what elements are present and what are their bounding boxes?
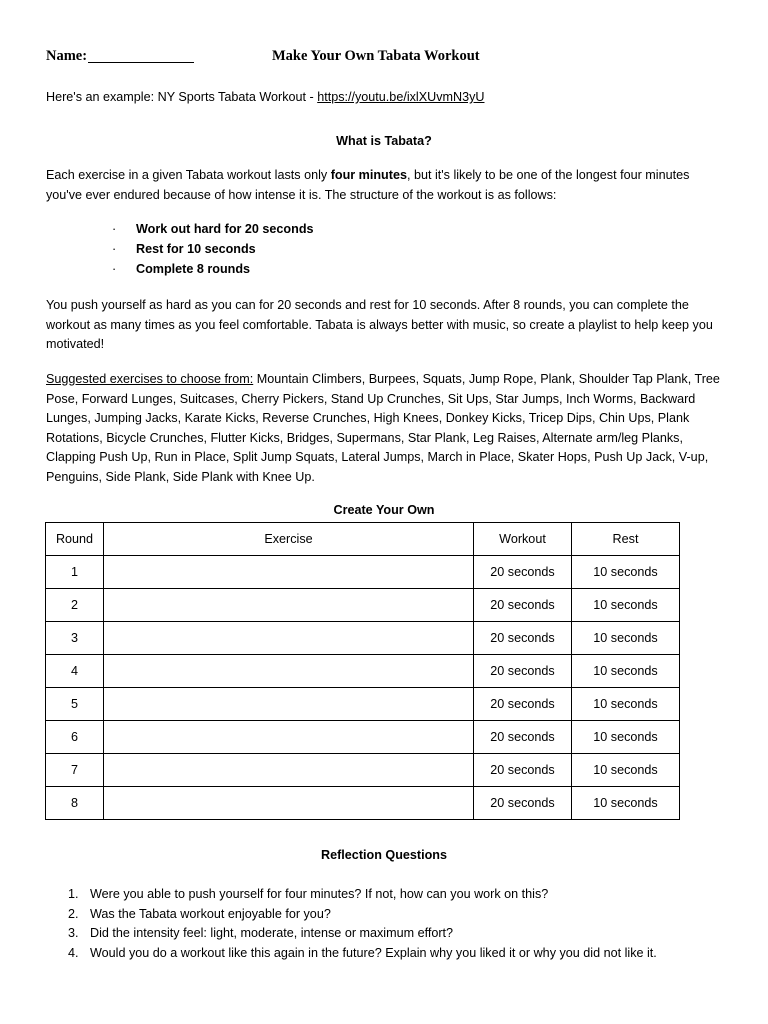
list-item [46, 885, 657, 905]
list-item [46, 924, 657, 944]
round-cell: 1 [46, 556, 104, 589]
question-number: 4. [68, 945, 79, 960]
exercise-cell[interactable] [104, 622, 474, 655]
reflection-questions-list [46, 885, 657, 963]
explanation-paragraph: You push yourself as hard as you can for 20 seconds and rest for 10 seconds. After 8 rounds, you can complete the workout as many times as you feel comfortable. Tabata is always better with music, so create a playlist to help keep you motivated! [46, 298, 713, 351]
table-row [46, 688, 680, 721]
rest-cell: 10 seconds [572, 622, 680, 655]
table-title: Create Your Own [333, 503, 435, 517]
structure-list [112, 219, 314, 279]
workout-cell: 20 seconds [474, 556, 572, 589]
header [46, 46, 726, 68]
column-header-workout: Workout [474, 523, 572, 556]
workout-cell: 20 seconds [474, 754, 572, 787]
table-row [46, 655, 680, 688]
column-header-exercise: Exercise [104, 523, 474, 556]
table-header-row [46, 523, 680, 556]
list-item [46, 944, 657, 964]
table-row [46, 556, 680, 589]
workout-cell: 20 seconds [474, 688, 572, 721]
example-line [46, 90, 484, 104]
round-cell: 4 [46, 655, 104, 688]
round-cell: 3 [46, 622, 104, 655]
exercise-cell[interactable] [104, 589, 474, 622]
exercise-cell[interactable] [104, 556, 474, 589]
workout-cell: 20 seconds [474, 622, 572, 655]
column-header-round: Round [46, 523, 104, 556]
round-cell: 6 [46, 721, 104, 754]
reflection-heading: Reflection Questions [321, 848, 447, 862]
rest-cell: 10 seconds [572, 787, 680, 820]
suggested-exercises-list: Mountain Climbers, Burpees, Squats, Jump Rope, Plank, Shoulder Tap Plank, Tree Pose, Forward Lunges, Suitcases, Cherry Pickers, Stand Up Crunches, Sit Ups, Star Jumps, Inch Worms, Backward Lunges, Jumping Jacks, Karate Kicks, Reverse Crunches, High Knees, Donkey Kicks, Tricep Dips, Chin Ups, Plank Rotations, Bicycle Crunches, Flutter Kicks, Bridges, Supermans, Star Plank, Leg Raises, Alternate arm/leg Planks, Clapping Push Up, Run in Place, Split Jump Squats, Lateral Jumps, March in Place, Skater Hops, Push Up Jack, V-up, Penguins, Side Plank, Side Plank with Knee Up. [46, 372, 720, 484]
exercise-cell[interactable] [104, 688, 474, 721]
intro-text-1: Each exercise in a given Tabata workout lasts only [46, 168, 331, 182]
exercise-cell[interactable] [104, 655, 474, 688]
list-item: · Work out hard for 20 seconds [112, 219, 314, 239]
table-row [46, 787, 680, 820]
list-item: · Rest for 10 seconds [112, 239, 314, 259]
question-number: 1. [68, 887, 79, 901]
question-text: Was the Tabata workout enjoyable for you? [90, 906, 331, 921]
exercise-cell[interactable] [104, 754, 474, 787]
round-cell: 7 [46, 754, 104, 787]
name-label: Name: [46, 48, 88, 64]
intro-paragraph [46, 166, 726, 205]
column-header-rest: Rest [572, 523, 680, 556]
list-item [46, 905, 657, 925]
exercise-cell[interactable] [104, 721, 474, 754]
workout-plan-table [45, 522, 680, 820]
question-number: 2. [68, 906, 79, 921]
example-prefix: Here's an example: NY Sports Tabata Workout - [46, 90, 318, 104]
round-cell: 5 [46, 688, 104, 721]
table-row [46, 589, 680, 622]
table-row [46, 754, 680, 787]
rest-cell: 10 seconds [572, 721, 680, 754]
rest-cell: 10 seconds [572, 655, 680, 688]
rest-cell: 10 seconds [572, 589, 680, 622]
suggested-exercises-label: Suggested exercises to choose from: [46, 372, 254, 386]
example-video-link[interactable]: https://youtu.be/ixlXUvmN3yU [317, 90, 485, 104]
name-blank-line[interactable] [88, 62, 194, 63]
document-title: Make Your Own Tabata Workout [272, 48, 480, 64]
question-text: Were you able to push yourself for four minutes? If not, how can you work on this? [90, 887, 549, 901]
question-text: Did the intensity feel: light, moderate, intense or maximum effort? [90, 926, 454, 940]
round-cell: 8 [46, 787, 104, 820]
workout-cell: 20 seconds [474, 589, 572, 622]
rest-cell: 10 seconds [572, 754, 680, 787]
table-row [46, 622, 680, 655]
question-text: Would you do a workout like this again in the future? Explain why you liked it or why you did not like it. [90, 945, 657, 960]
exercise-cell[interactable] [104, 787, 474, 820]
round-cell: 2 [46, 589, 104, 622]
workout-cell: 20 seconds [474, 655, 572, 688]
what-is-tabata-heading: What is Tabata? [336, 134, 432, 148]
suggested-exercises-paragraph [46, 370, 732, 488]
workout-cell: 20 seconds [474, 721, 572, 754]
rest-cell: 10 seconds [572, 688, 680, 721]
question-number: 3. [68, 926, 79, 940]
rest-cell: 10 seconds [572, 556, 680, 589]
intro-text-2: , but it's likely to be one of the longest four minutes you've ever endured because of how intense it is. The structure of the workout is as follows: [46, 168, 690, 202]
intro-text-bold: four minutes [330, 168, 407, 182]
workout-cell: 20 seconds [474, 787, 572, 820]
table-row [46, 721, 680, 754]
list-item: · Complete 8 rounds [112, 259, 314, 279]
